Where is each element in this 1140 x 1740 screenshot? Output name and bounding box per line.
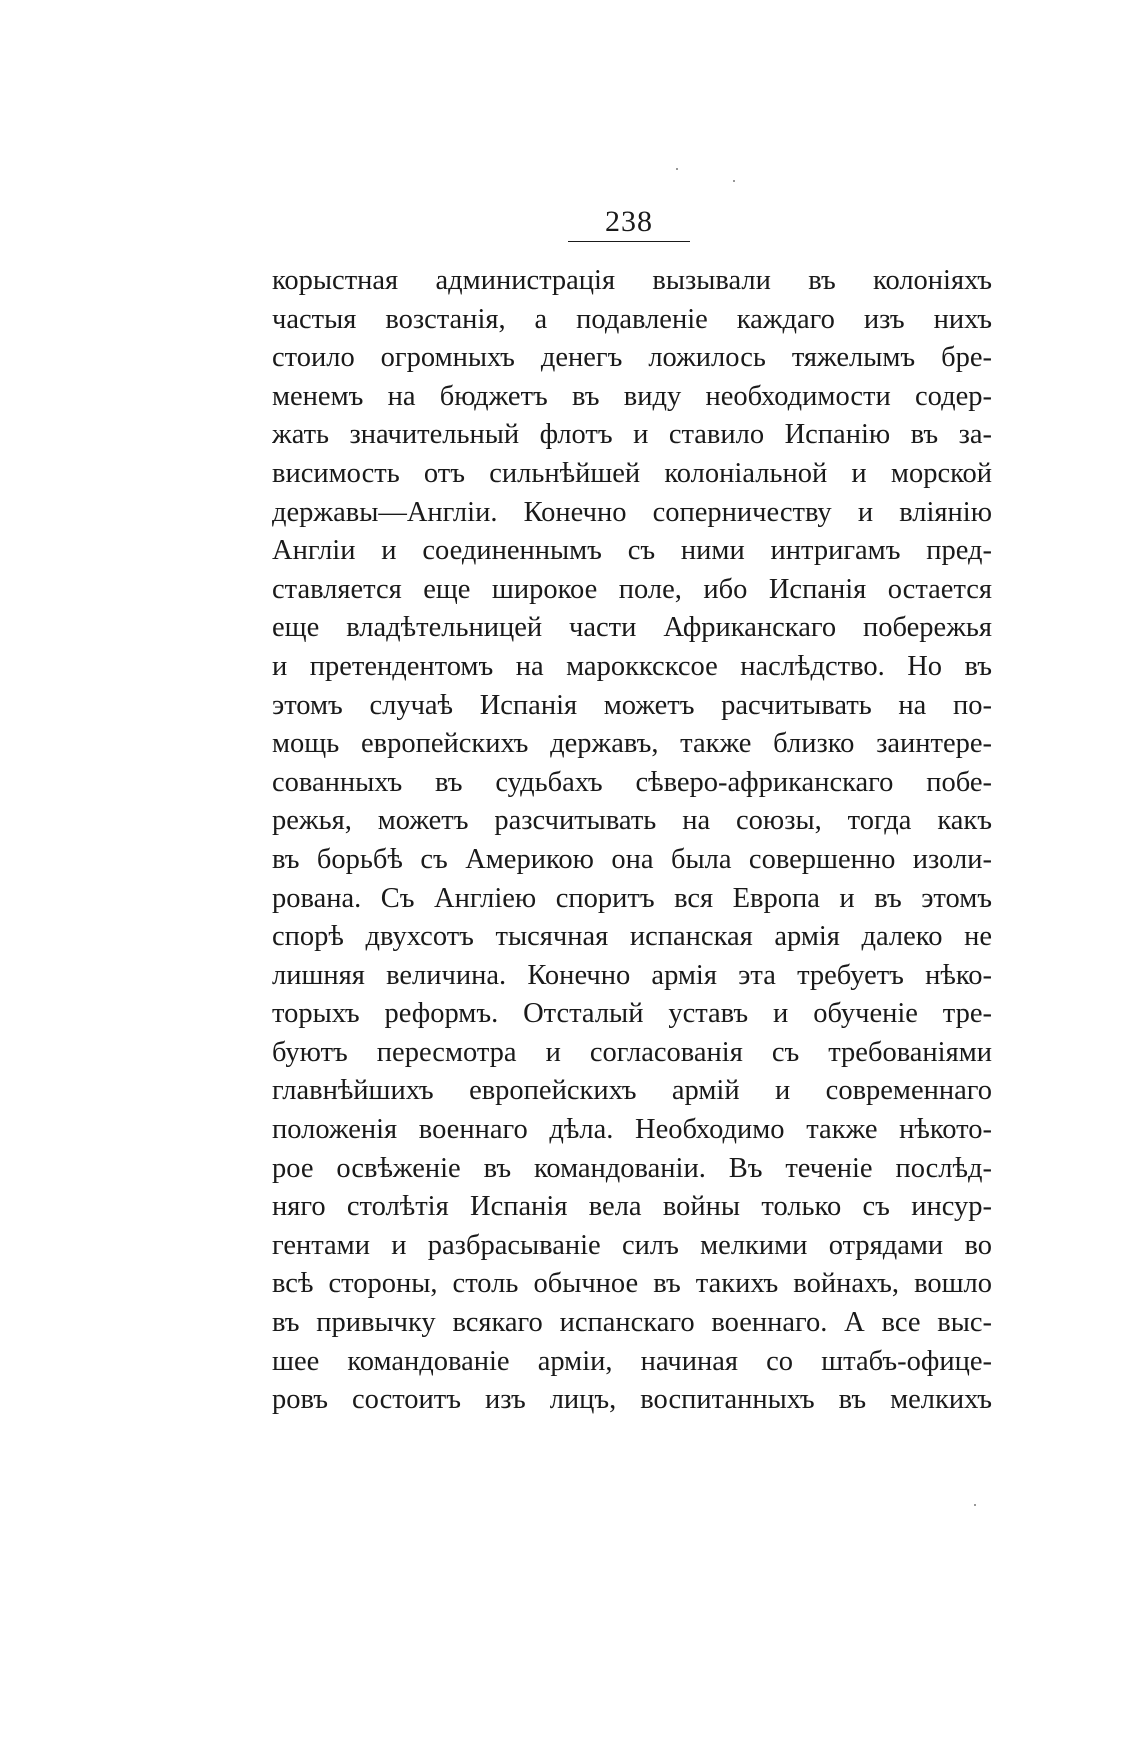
scan-speck [676,168,678,170]
text-line: торыхъ реформъ. Отсталый уставъ и обученiе тре- [272,998,992,1030]
text-line: спорѣ двухсотъ тысячная испанская армiя далеко не [272,921,992,953]
text-line: лишняя величина. Конечно армiя эта требуетъ нѣко- [272,959,992,991]
text-line: въ привычку всякаго испанскаго военнаго. А все выс- [272,1307,992,1339]
text-line: ставляется еще широкое поле, ибо Испанiя остается [272,573,992,605]
page-number: 238 [605,205,653,238]
text-line: въ борьбѣ съ Америкою она была совершенно изоли- [272,843,992,875]
text-line: сованныхъ въ судьбахъ сѣверо-африканскаго побе- [272,766,992,798]
text-line: рое освѣженiе въ командованiи. Въ теченiе послѣд- [272,1152,992,1184]
text-line: буютъ пересмотра и согласованiя съ требованiями [272,1036,992,1068]
scan-speck [974,1504,976,1506]
text-line: гентами и разбрасыванiе силъ мелкими отрядами во [272,1229,992,1261]
text-line: и претендентомъ на марокксксое наслѣдство. Но въ [272,650,992,682]
text-line: мощь европейскихъ державъ, также близко заинтере- [272,728,992,760]
text-line: ровъ состоитъ изъ лицъ, воспитанныхъ въ мелкихъ [272,1384,992,1416]
text-line: няго столѣтiя Испанiя вела войны только съ инсур- [272,1191,992,1223]
text-line: всѣ стороны, столь обычное въ такихъ войнахъ, вошло [272,1268,992,1300]
scan-speck [733,180,735,182]
text-line: рована. Съ Англiею споритъ вся Европа и въ этомъ [272,882,992,914]
text-line: державы—Англiи. Конечно соперничеству и влiянiю [272,496,992,528]
text-line: висимость отъ сильнѣйшей колонiальной и морской [272,457,992,489]
text-line: жать значительный флотъ и ставило Испанiю въ за- [272,419,992,451]
text-line: стоило огромныхъ денегъ ложилось тяжелымъ бре- [272,342,992,374]
text-line: шее командованiе армiи, начиная со штабъ-офице- [272,1345,992,1377]
text-line: частыя возстанiя, а подавленiе каждаго изъ нихъ [272,303,992,335]
text-line: корыстная администрацiя вызывали въ колонiяхъ [272,265,992,296]
body-text [272,262,992,1420]
text-line: Англiи и соединеннымъ съ ними интригамъ пред- [272,535,992,567]
text-line: положенiя военнаго дѣла. Необходимо также нѣкото- [272,1114,992,1146]
text-line: режья, можетъ разсчитывать на союзы, тогда какъ [272,805,992,837]
text-line: этомъ случаѣ Испанiя можетъ расчитывать на по- [272,689,992,721]
text-line: еще владѣтельницей части Африканскаго побережья [272,612,992,644]
text-line: менемъ на бюджетъ въ виду необходимости содер- [272,380,992,412]
page-number-rule [568,241,690,242]
text-line: главнѣйшихъ европейскихъ армiй и современнаго [272,1075,992,1107]
